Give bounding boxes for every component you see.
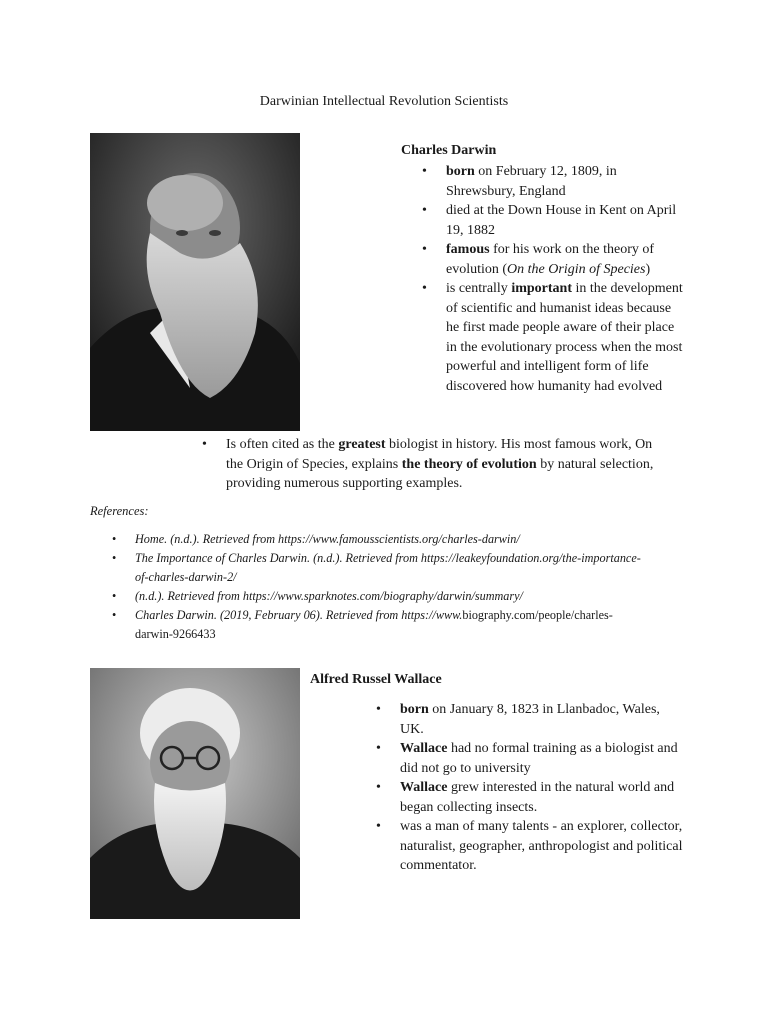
list-item: • is centrally important in the development of scientific and humanist ideas because he first made people aware of their place in the evolutionary process when the most powerful and intelligent form of life discovered how humanity had evolved [420,279,685,396]
darwin-wide-bullet [200,435,670,494]
list-item: • died at the Down House in Kent on April 19, 1882 [420,201,685,240]
darwin-portrait [90,133,300,431]
list-item: • born on January 8, 1823 in Llanbadoc, Wales, UK. [374,700,684,739]
wallace-bullet-list [374,700,684,876]
portrait-wallace-icon [90,668,300,919]
list-item: • famous for his work on the theory of evolution (On the Origin of Species) [420,240,685,279]
list-item: • Wallace grew interested in the natural world and began collecting insects. [374,778,684,817]
list-item: • The Importance of Charles Darwin. (n.d.). Retrieved from https://leakeyfoundation.org/the-importance-of-charles-darwin-2/ [90,549,650,587]
references-label: References: [90,504,149,518]
document-title: Darwinian Intellectual Revolution Scientists [259,94,509,109]
list-item: • Wallace had no formal training as a biologist and did not go to university [374,739,684,778]
list-item: • born on February 12, 1809, in Shrewsbury, England [420,162,685,201]
list-item: • Charles Darwin. (2019, February 06). Retrieved from https://www.biography.com/people/charles-darwin-9266433 [90,606,650,644]
list-item: • was a man of many talents - an explorer, collector, naturalist, geographer, anthropologist and political commentator. [374,817,684,876]
list-item: • Home. (n.d.). Retrieved from https://www.famousscientists.org/charles-darwin/ [90,530,650,549]
references-list [90,530,650,644]
list-item: • Is often cited as the greatest biologist in history. His most famous work, On the Origin of Species, explains the theory of evolution by natural selection, providing numerous supporting examples. [200,435,670,494]
darwin-heading: Charles Darwin [401,143,497,158]
list-item: • (n.d.). Retrieved from https://www.sparknotes.com/biography/darwin/summary/ [90,587,650,606]
wallace-portrait [90,668,300,919]
portrait-darwin-icon [90,133,300,431]
wallace-heading: Alfred Russel Wallace [310,672,442,687]
darwin-bullet-list [420,162,685,396]
